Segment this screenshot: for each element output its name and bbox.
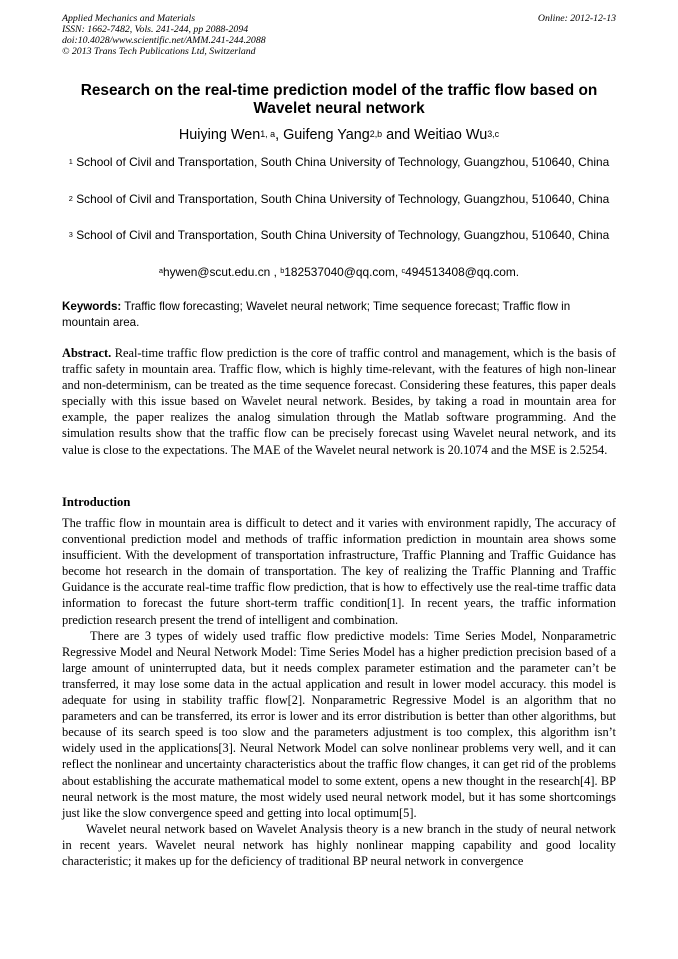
section-heading: Introduction [62, 495, 131, 509]
author-list [62, 126, 616, 144]
paragraph: Wavelet neural network based on Wavelet Analysis theory is a new branch in the study of neural network in recent years. Wavelet neural network has highly nonlinear mapping capability and good locality characteristic; it makes up for the deficiency of traditional BP neural network in convergence [62, 821, 616, 868]
affiliation-text: School of Civil and Transportation, South China University of Technology, Guangzhou, 510640, China [76, 155, 610, 169]
author-sup: 2,b [369, 128, 383, 139]
author-name: Weitiao Wu [414, 127, 488, 143]
email-separator: , [270, 265, 281, 279]
paragraph: The traffic flow in mountain area is difficult to detect and it varies with environment rapidly, The accuracy of conventional prediction model and methods of traffic information prediction in mountain area shows some insufficient. With the development of transportation infrastructure, Traffic Planning and Traffic Guidance has become hot research in the domain of transportation. The key of realizing the Traffic Planning and Traffic Guidance is the accurate real-time traffic flow prediction, that is how to effectively use the real-time traffic data information to forecast the future short-term traffic condition[1]. In recent years, the traffic information prediction research present the trend of intelligent and combination. [62, 516, 616, 627]
author-name: Huiying Wen [178, 127, 261, 143]
keywords-label: Keywords: [62, 300, 122, 313]
email-list [62, 264, 616, 280]
affiliation [62, 227, 616, 244]
email-address: hywen@scut.edu.cn [163, 265, 271, 279]
paragraph: There are 3 types of widely used traffic flow predictive models: Time Series Model, Nonparametric Regressive Model and Neural Network Model: Time Series Model has a higher prediction precision based of a large amount of uninterrupted data, but it needs complex parameter estimation and the parameter can’t be transferred, it may lose some data in the actual application and result in lower model accuracy. this model is adequate for using in stability traffic flow[2]. Nonparametric Regressive Model is an algorithm that no parameters and can be transferred, its error is lower and its error distribution is better than other algorithms, but because of its search speed is too slow and the parameters adjustment is too complex, this algorithm isn’t widely used in the applications[3]. Neural Network Model can solve nonlinear problems very well, and it can reflect the nonlinear and uncertainty characteristics about the traffic flow changes, it can get rid of the problems about establishing the accurate mathematical model to some extent, opens a new thought in the research[4]. BP neural network is the most mature, the most widely used neural network model, but it has some shortcomings just like the slow convergence speed and getting into local optimum[5]. [62, 628, 616, 820]
affiliation [62, 191, 616, 208]
email-address: 494513408@qq.com [405, 265, 516, 279]
journal-name: Applied Mechanics and Materials [62, 13, 196, 24]
author-separator: and [382, 127, 415, 143]
affiliation-text: School of Civil and Transportation, South China University of Technology, Guangzhou, 510640, China [76, 192, 610, 206]
journal-header [62, 13, 616, 57]
abstract-label: Abstract. [62, 346, 112, 360]
affiliation-text: School of Civil and Transportation, South China University of Technology, Guangzhou, 510640, China [76, 228, 610, 242]
email-sup: c [401, 265, 406, 275]
email-address: 182537040@qq.com [284, 265, 395, 279]
journal-issn: ISSN: 1662-7482, Vols. 241-244, pp 2088-2094 [62, 24, 249, 35]
email-separator: , [394, 265, 402, 279]
email-sup: a [158, 265, 163, 275]
email-separator: . [515, 265, 520, 279]
abstract [62, 345, 616, 458]
author-name: Guifeng Yang [283, 127, 370, 143]
journal-doi: doi:10.4028/www.scientific.net/AMM.241-244.2088 [62, 35, 266, 46]
author-sup: 3,c [487, 128, 500, 139]
abstract-text: Real-time traffic flow prediction is the core of traffic control and management, which is the basis of traffic safety in mountain area. Traffic flow, which is highly time-relevant, with the features of high non-linear and non-determinism, can be treated as the time sequence forecast. Considering these features, this paper deals specially with this issue based on Wavelet neural network. Besides, by taking a road in mountain area for example, the paper realizes the analog simulation through the Matlab software programming. And the simulation results show that the traffic flow can be precisely forecast using Wavelet neural network, and its value is close to the expectations. The MAE of the Wavelet neural network is 20.1074 and the MSE is 2.5254. [62, 346, 616, 457]
affiliation [62, 154, 616, 171]
author-separator: , [275, 127, 284, 143]
author-sup: 1, a [260, 128, 276, 139]
keywords [62, 299, 616, 331]
affiliation-number: 2 [68, 193, 73, 203]
keywords-text: Traffic flow forecasting; Wavelet neural network; Time sequence forecast; Traffic flow in mountain area. [62, 300, 571, 329]
online-date: Online: 2012-12-13 [537, 13, 616, 24]
journal-copyright: © 2013 Trans Tech Publications Ltd, Switzerland [62, 46, 256, 57]
paper-title: Research on the real-time prediction model of the traffic flow based on Wavelet neural network [80, 82, 598, 117]
affiliation-number: 1 [68, 156, 73, 166]
introduction-body [62, 515, 616, 869]
email-sup: b [280, 265, 285, 275]
affiliation-number: 3 [68, 229, 73, 239]
